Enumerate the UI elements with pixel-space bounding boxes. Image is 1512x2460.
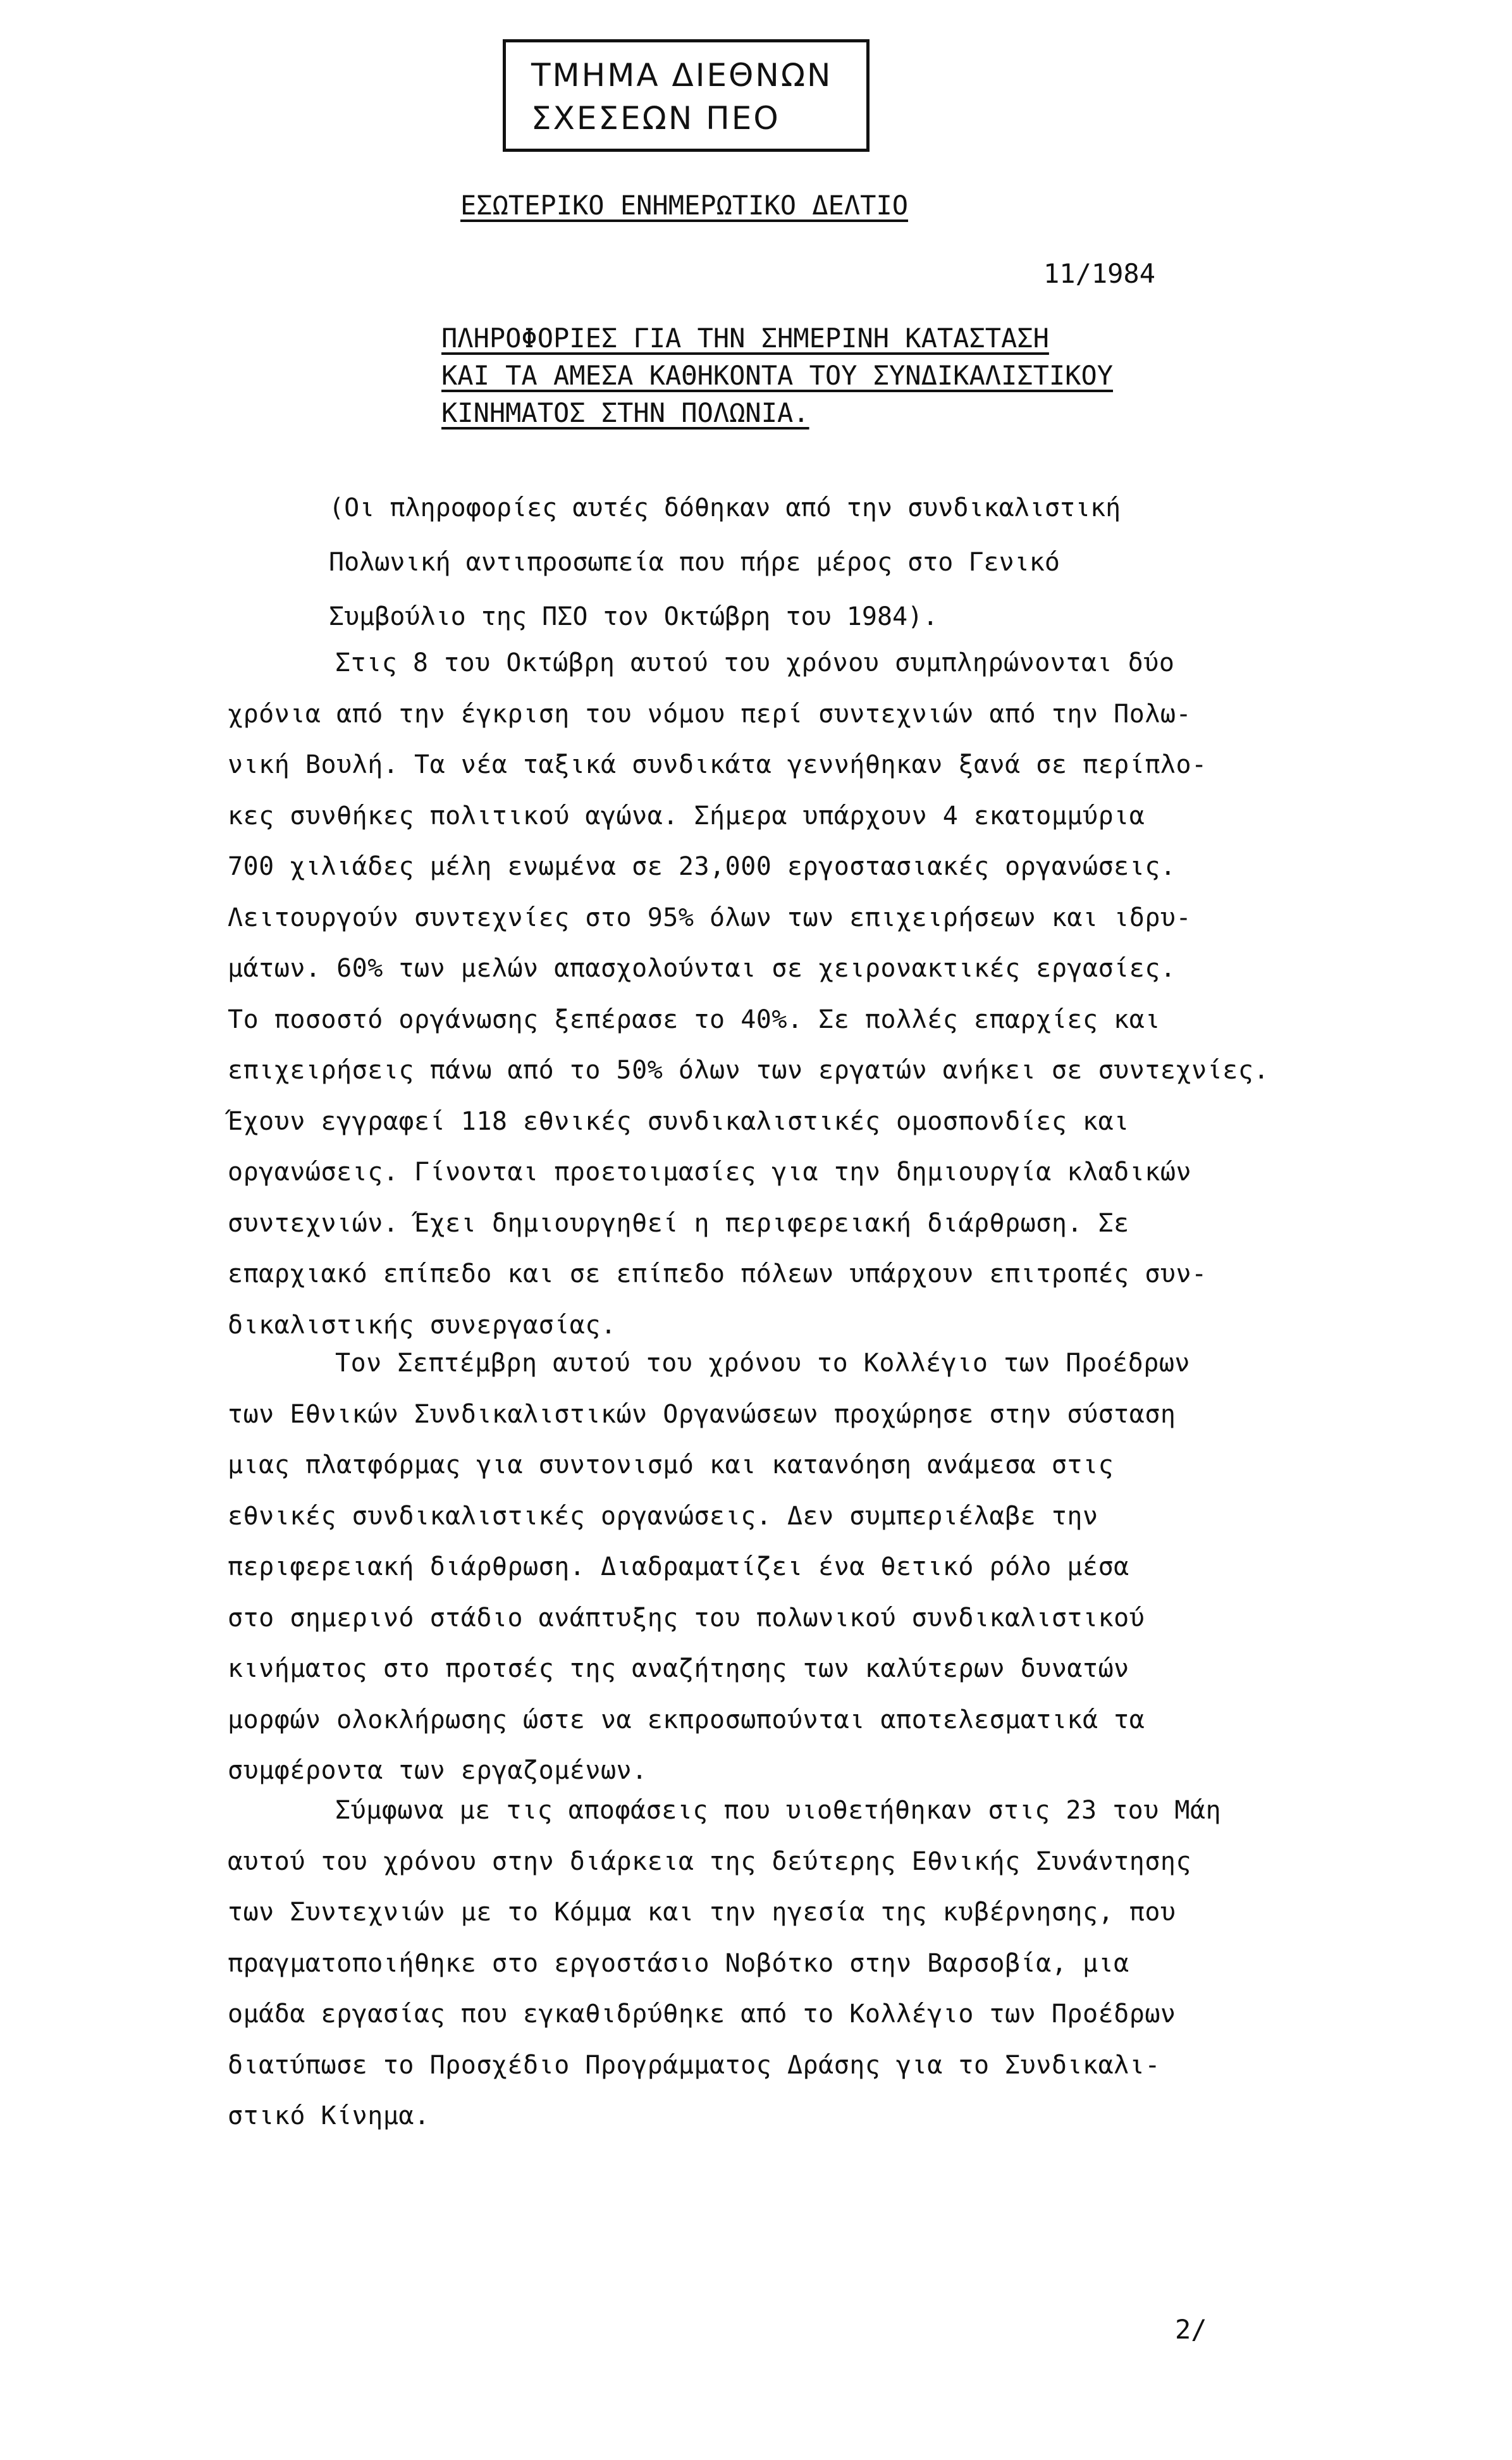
text-line: των Εθνικών Συνδικαλιστικών Οργανώσεων προχώρησε στην σύσταση xyxy=(228,1399,1176,1429)
note-line: Πολωνική αντιπροσωπεία που πήρε μέρος στο Γενικό xyxy=(329,548,1060,577)
department-stamp xyxy=(503,39,870,152)
text-line: Στις 8 του Οκτώβρη αυτού του χρόνου συμπληρώνονται δύο xyxy=(335,648,1175,677)
text-line: διατύπωσε το Προσχέδιο Προγράμματος Δράσης για το Συνδικαλι- xyxy=(228,2050,1160,2080)
text-line: περιφερειακή διάρθρωση. Διαδραματίζει ένα θετικό ρόλο μέσα xyxy=(228,1552,1129,1581)
text-line: δικαλιστικής συνεργασίας. xyxy=(228,1310,617,1340)
text-line: επαρχιακό επίπεδο και σε επίπεδο πόλεων υπάρχουν επιτροπές συν- xyxy=(228,1259,1207,1289)
text-line: πραγματοποιήθηκε στο εργοστάσιο Νοβότκο στην Βαρσοβία, μια xyxy=(228,1948,1129,1978)
text-line: Το ποσοστό οργάνωσης ξεπέρασε το 40%. Σε πολλές επαρχίες και xyxy=(228,1004,1160,1034)
stamp-line-2: ΣΧΕΣΕΩΝ ΠΕΟ xyxy=(531,100,780,137)
subject-heading xyxy=(441,319,1295,431)
text-line: συμφέροντα των εργαζομένων. xyxy=(228,1756,648,1785)
text-line: νική Βουλή. Τα νέα ταξικά συνδικάτα γεννήθηκαν ξανά σε περίπλο- xyxy=(228,750,1207,779)
text-line: χρόνια από την έγκριση του νόμου περί συντεχνιών από την Πολω- xyxy=(228,699,1192,729)
subject-line: ΚΑΙ ΤΑ ΑΜΕΣΑ ΚΑΘΗΚΟΝΤΑ ΤΟΥ ΣΥΝΔΙΚΑΛΙΣΤΙΚΟΥ xyxy=(441,360,1114,391)
text-line: στο σημερινό στάδιο ανάπτυξης του πολωνικού συνδικαλιστικού xyxy=(228,1603,1145,1633)
text-line: μιας πλατφόρμας για συντονισμό και κατανόηση ανάμεσα στις xyxy=(228,1450,1114,1480)
text-line: επιχειρήσεις πάνω από το 50% όλων των εργατών ανήκει σε συντεχνίες. xyxy=(228,1056,1269,1085)
page-number: 2/ xyxy=(1175,2314,1207,2345)
text-line: αυτού του χρόνου στην διάρκεια της δεύτερης Εθνικής Συνάντησης xyxy=(228,1846,1192,1876)
text-line: μάτων. 60% των μελών απασχολούνται σε χειρονακτικές εργασίες. xyxy=(228,954,1176,983)
text-line: στικό Κίνημα. xyxy=(228,2101,430,2130)
text-line: Έχουν εγγραφεί 118 εθνικές συνδικαλιστικές ομοσπονδίες και xyxy=(228,1106,1129,1136)
text-line: Λειτουργούν συντεχνίες στο 95% όλων των επιχειρήσεων και ιδρυ- xyxy=(228,903,1192,932)
text-line: Τον Σεπτέμβρη αυτού του χρόνου το Κολλέγιο των Προέδρων xyxy=(335,1349,1191,1378)
text-line: ομάδα εργασίας που εγκαθιδρύθηκε από το Κολλέγιο των Προέδρων xyxy=(228,2000,1176,2029)
source-note xyxy=(329,481,1341,644)
text-line: συντεχνιών. Έχει δημιουργηθεί η περιφερειακή διάρθρωση. Σε xyxy=(228,1208,1129,1238)
text-line: Σύμφωνα με τις αποφάσεις που υιοθετήθηκαν στις 23 του Μάη xyxy=(335,1796,1222,1825)
text-line: των Συντεχνιών με το Κόμμα και την ηγεσία της κυβέρνησης, που xyxy=(228,1898,1176,1927)
document-date: 11/1984 xyxy=(1043,258,1156,289)
text-line: μορφών ολοκλήρωσης ώστε να εκπροσωπούνται αποτελεσματικά τα xyxy=(228,1705,1145,1734)
subject-line: ΠΛΗΡΟΦΟΡΙΕΣ ΓΙΑ ΤΗΝ ΣΗΜΕΡΙΝΗ ΚΑΤΑΣΤΑΣΗ xyxy=(441,323,1049,354)
paragraph-2 xyxy=(228,1338,1190,1796)
note-line: Συμβούλιο της ΠΣΟ τον Οκτώβρη του 1984). xyxy=(329,602,938,631)
paragraph-1 xyxy=(228,638,1492,1351)
text-line: εθνικές συνδικαλιστικές οργανώσεις. Δεν συμπεριέλαβε την xyxy=(228,1501,1098,1531)
document-type-heading: ΕΣΩΤΕΡΙΚΟ ΕΝΗΜΕΡΩΤΙΚΟ ΔΕΛΤΙΟ xyxy=(460,190,909,221)
text-line: 700 χιλιάδες μέλη ενωμένα σε 23,000 εργοστασιακές οργανώσεις. xyxy=(228,852,1176,881)
text-line: οργανώσεις. Γίνονται προετοιμασίες για την δημιουργία κλαδικών xyxy=(228,1158,1192,1187)
text-line: κινήματος στο προτσές της αναζήτησης των καλύτερων δυνατών xyxy=(228,1654,1129,1683)
note-line: (Οι πληροφορίες αυτές δόθηκαν από την συνδικαλιστική xyxy=(329,493,1121,522)
paragraph-3 xyxy=(228,1785,1221,2142)
stamp-line-1: ΤΜΗΜΑ ΔΙΕΘΝΩΝ xyxy=(531,57,833,94)
text-line: κες συνθήκες πολιτικού αγώνα. Σήμερα υπάρχουν 4 εκατομμύρια xyxy=(228,801,1145,831)
subject-line: ΚΙΝΗΜΑΤΟΣ ΣΤΗΝ ΠΟΛΩΝΙΑ. xyxy=(441,397,809,428)
